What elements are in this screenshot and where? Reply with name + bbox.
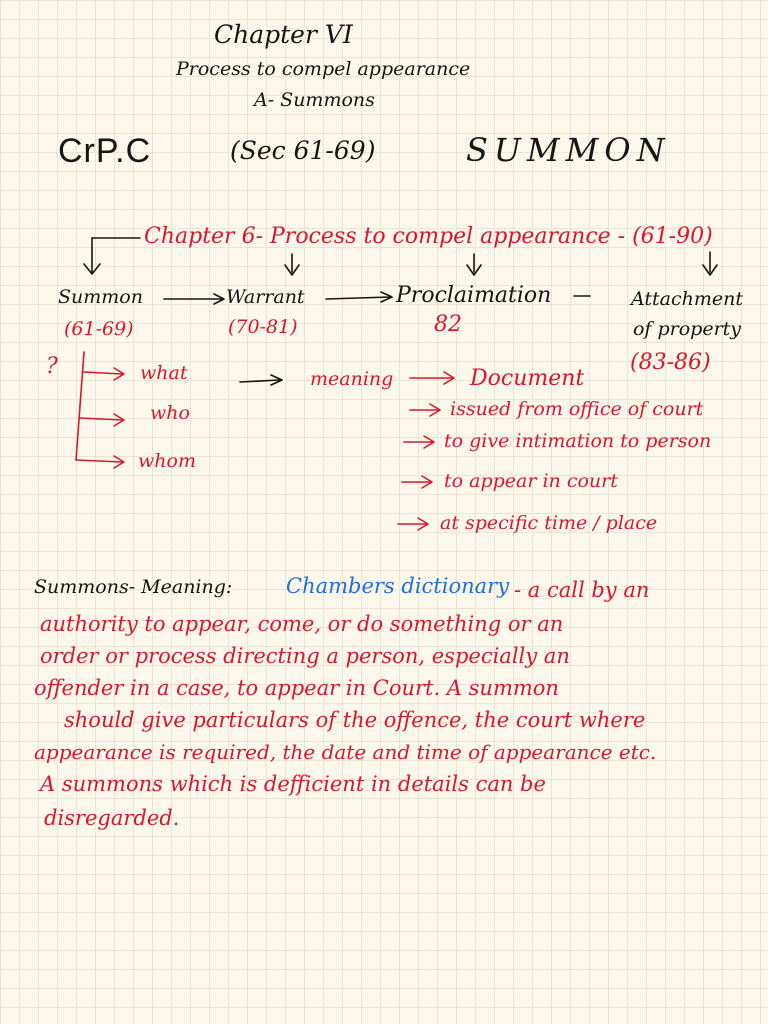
definition-source: Chambers dictionary [286,574,510,598]
branch-whom [76,456,124,468]
down-arrow-proclaimation [467,254,481,275]
step-proclaimation: Proclaimation [396,283,552,308]
definition-line-1: - a call by an [514,578,650,602]
question-what: what [140,362,188,384]
step-attachment: Attachment of property [631,288,743,340]
step-summon-range: (61-69) [64,318,134,340]
question-mark: ? [46,354,58,379]
question-who: who [150,402,190,424]
step-warrant: Warrant [226,286,305,308]
down-arrow-attachment [703,252,717,275]
branch-who [80,414,124,426]
down-arrow-summon [84,238,100,274]
definition-line-4: offender in a case, to appear in Court. A summon [34,676,559,700]
down-arrow-warrant [285,254,299,275]
arrow-point-1 [410,404,440,416]
step-proclaimation-range: 82 [434,312,462,337]
arrow-point-3 [402,476,432,488]
flow-chapter-line: Chapter 6- Process to compel appearance - (61-90) [144,224,713,249]
definition-line-5: should give particulars of the offence, the court where [64,708,646,732]
arrow-point-2 [404,436,434,448]
step-warrant-range: (70-81) [228,316,298,338]
branch-what [84,368,124,380]
definition-line-8: disregarded. [44,806,180,830]
chapter-subtitle: Process to compel appearance [176,58,471,80]
topic-title: SUMMON [466,131,671,169]
arrow-summon-warrant [164,294,224,304]
arrow-warrant-proclaimation [326,292,392,302]
meaning-point-3: to appear in court [444,470,618,492]
section-heading: A- Summons [254,89,375,111]
meaning-point-4: at specific time / place [440,512,658,534]
definition-line-3: order or process directing a person, especially an [40,644,570,668]
meaning-label: meaning [310,368,394,390]
arrow-to-meaning [240,375,282,385]
meaning-point-1: issued from office of court [450,398,704,420]
definition-label: Summons- Meaning: [34,576,233,598]
definition-line-2: authority to appear, come, or do something or an [40,612,564,636]
crpc-label: CrP.C [58,132,152,170]
branch-trunk [76,352,84,460]
meaning-result: Document [470,366,585,391]
definition-line-7: A summons which is defficient in details can be [40,772,546,796]
arrow-to-document [410,372,454,384]
step-attachment-range: (83-86) [630,350,711,375]
arrow-point-4 [398,518,428,530]
meaning-point-2: to give intimation to person [444,430,712,452]
step-summon: Summon [58,286,143,308]
sections-range: (Sec 61-69) [230,136,376,165]
chapter-heading: Chapter VI [214,20,353,49]
definition-line-6: appearance is required, the date and time of appearance etc. [34,740,657,764]
question-whom: whom [138,450,196,472]
